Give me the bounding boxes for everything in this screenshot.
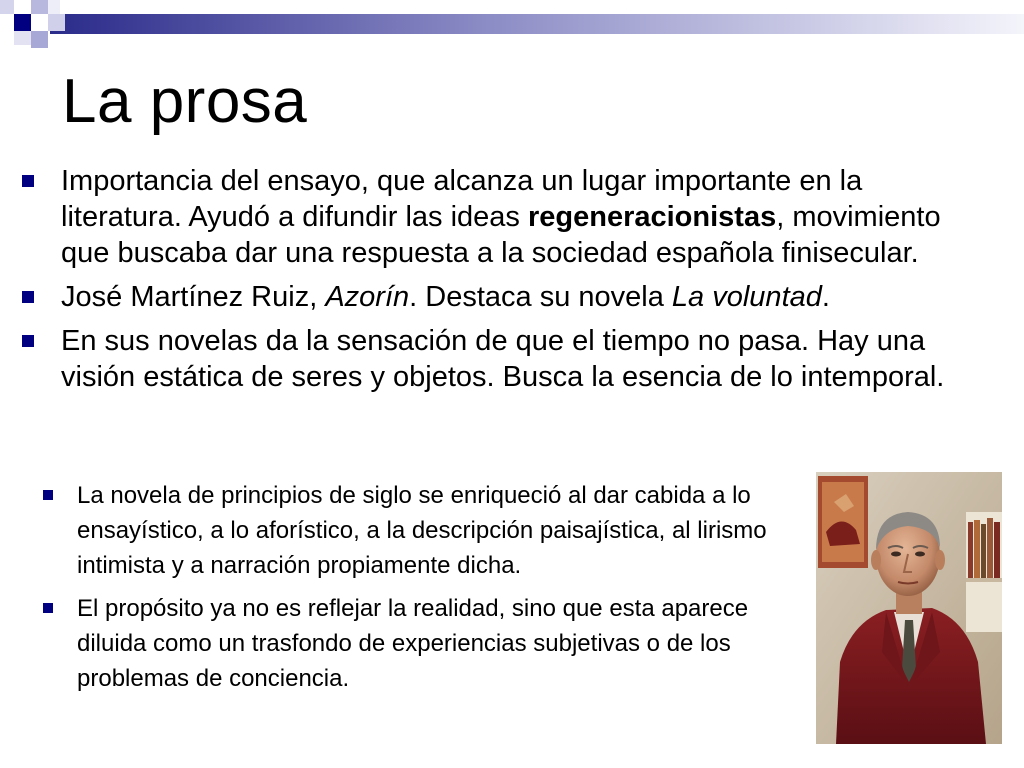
bullet-text: Importancia del ensayo, que alcanza un lugar importante en la literatura. Ayudó a difundir las ideas regeneracionistas, movimiento que buscaba dar una respuesta a la sociedad española finisecular. bbox=[61, 165, 941, 269]
header-gradient-bar bbox=[50, 14, 1024, 34]
main-bullet-list bbox=[0, 163, 1000, 403]
bullet-item-tiempo bbox=[0, 323, 981, 395]
header-decoration bbox=[0, 0, 1024, 48]
portrait-painting bbox=[816, 472, 1002, 744]
bullet-text: En sus novelas da la sensación de que el tiempo no pasa. Hay una visión estática de seres y objetos. Busca la esencia de lo intemporal. bbox=[61, 325, 945, 393]
sub-bullet-text: La novela de principios de siglo se enriqueció al dar cabida a lo ensayístico, a lo aforístico, a la descripción paisajística, al lirismo intimista y a narración propiamente dicha. bbox=[77, 482, 767, 579]
italic-novel-title: La voluntad bbox=[671, 281, 822, 313]
square-bullet-icon bbox=[43, 603, 53, 613]
italic-name: Azorín bbox=[325, 281, 410, 313]
sub-bullet-item-novela bbox=[0, 478, 799, 583]
figure-ear-right bbox=[935, 550, 945, 570]
figure-ear-left bbox=[871, 550, 881, 570]
bold-term: regeneracionistas bbox=[527, 201, 777, 233]
checker-squares-decoration bbox=[0, 0, 65, 48]
sub-bullet-text: El propósito ya no es reflejar la realidad, sino que esta aparece diluida como un trasfondo de experiencias subjetivas o de los problemas de conciencia. bbox=[77, 595, 749, 692]
square-bullet-icon bbox=[22, 335, 34, 347]
background-painting bbox=[818, 476, 868, 568]
figure-eye-right bbox=[915, 552, 925, 557]
bullet-text: José Martínez Ruiz, Azorín. Destaca su novela La voluntad. bbox=[61, 281, 830, 313]
figure-eye-left bbox=[891, 552, 901, 557]
bookshelf bbox=[966, 512, 1002, 632]
sub-bullet-item-proposito bbox=[0, 591, 799, 696]
square-bullet-icon bbox=[22, 175, 34, 187]
square-bullet-icon bbox=[43, 490, 53, 500]
secondary-bullet-list bbox=[0, 478, 800, 704]
bullet-item-azorin bbox=[0, 279, 991, 315]
square-bullet-icon bbox=[22, 291, 34, 303]
bullet-item-ensayo bbox=[0, 163, 966, 271]
slide-title: La prosa bbox=[62, 67, 308, 136]
